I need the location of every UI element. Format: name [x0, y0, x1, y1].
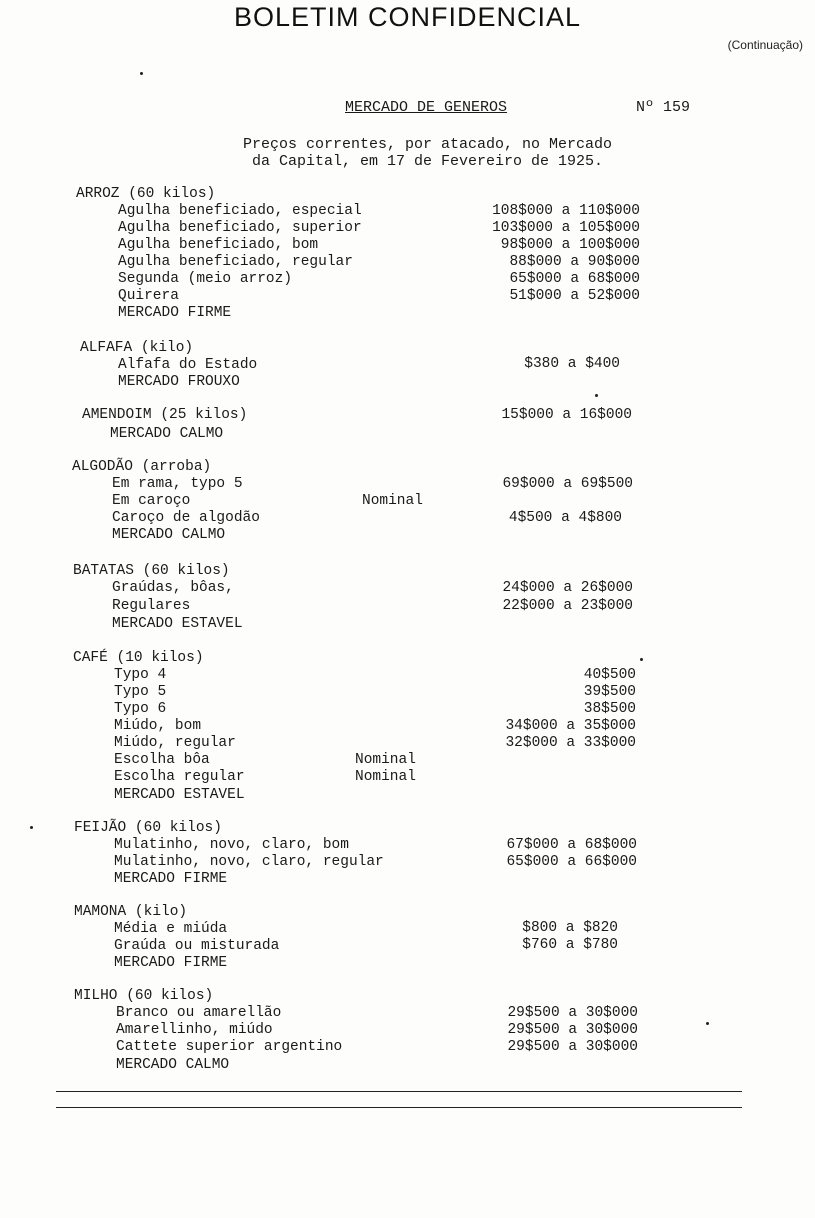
item-price: 65$000 a 66$000: [506, 854, 637, 870]
bulletin-title: BOLETIM CONFIDENCIAL: [233, 2, 582, 32]
heading-price: 15$000 a 16$000: [501, 407, 632, 423]
market-status: MERCADO CALMO: [112, 527, 226, 543]
divider-rule: [56, 1091, 742, 1092]
item-name: Escolha bôa: [114, 752, 210, 768]
item-price: 32$000 a 33$000: [505, 735, 636, 751]
intro-text: [150, 136, 705, 170]
item-name: Média e miúda: [114, 921, 228, 937]
item-price: 39$500: [583, 684, 636, 700]
item-name: Typo 6: [114, 701, 167, 717]
nominal-label: Nominal: [355, 752, 416, 768]
item-price: 51$000 a 52$000: [509, 288, 640, 304]
item-price: 40$500: [583, 667, 636, 683]
item-name: Agulha beneficiado, especial: [118, 203, 362, 219]
item-price: 67$000 a 68$000: [506, 837, 637, 853]
item-name: Segunda (meio arroz): [118, 271, 293, 287]
item-price: $800 a $820: [522, 920, 618, 936]
section-heading: BATATAS (60 kilos): [73, 563, 230, 579]
item-name: Agulha beneficiado, superior: [118, 220, 362, 236]
ink-speck: [595, 394, 598, 397]
ink-speck: [640, 658, 643, 661]
item-name: Amarellinho, miúdo: [116, 1022, 273, 1038]
item-name: Typo 5: [114, 684, 167, 700]
continuation-label: (Continuação): [727, 38, 803, 52]
divider-rule: [56, 1107, 742, 1108]
section-heading: FEIJÃO (60 kilos): [74, 820, 222, 836]
market-status: MERCADO CALMO: [116, 1057, 230, 1073]
item-price: 38$500: [583, 701, 636, 717]
intro-line-2: da Capital, em 17 de Fevereiro de 1925.: [251, 153, 604, 170]
item-name: Graúdas, bôas,: [112, 580, 234, 596]
item-price: 88$000 a 90$000: [509, 254, 640, 270]
item-price: 34$000 a 35$000: [505, 718, 636, 734]
item-price: 103$000 a 105$000: [492, 220, 640, 236]
market-status: MERCADO FIRME: [114, 871, 228, 887]
ink-speck: [706, 1022, 709, 1025]
item-name: Quirera: [118, 288, 179, 304]
market-status: MERCADO ESTAVEL: [114, 787, 245, 803]
section-heading: ALFAFA (kilo): [80, 340, 194, 356]
item-name: Mulatinho, novo, claro, bom: [114, 837, 349, 853]
market-status: MERCADO ESTAVEL: [112, 616, 243, 632]
item-name: Em rama, typo 5: [112, 476, 243, 492]
item-name: Em caroço: [112, 493, 191, 509]
item-name: Branco ou amarellão: [116, 1005, 282, 1021]
item-price: 65$000 a 68$000: [509, 271, 640, 287]
item-name: Agulha beneficiado, regular: [118, 254, 353, 270]
nominal-label: Nominal: [362, 493, 423, 509]
item-price: 69$000 a 69$500: [502, 476, 633, 492]
item-name: Agulha beneficiado, bom: [118, 237, 319, 253]
nominal-label: Nominal: [355, 769, 416, 785]
item-name: Graúda ou misturada: [114, 938, 280, 954]
item-price: $380 a $400: [524, 356, 620, 372]
item-name: Escolha regular: [114, 769, 245, 785]
ink-speck: [30, 826, 33, 829]
section-heading: CAFÉ (10 kilos): [73, 650, 204, 666]
item-price: 98$000 a 100$000: [500, 237, 640, 253]
intro-line-1: Preços correntes, por atacado, no Mercado: [242, 136, 613, 153]
item-name: Miúdo, bom: [114, 718, 202, 734]
item-name: Regulares: [112, 598, 191, 614]
section-heading: MILHO (60 kilos): [74, 988, 214, 1004]
item-price: 22$000 a 23$000: [502, 598, 633, 614]
market-status: MERCADO CALMO: [110, 426, 224, 442]
item-name: Miúdo, regular: [114, 735, 236, 751]
item-name: Cattete superior argentino: [116, 1039, 343, 1055]
item-name: Typo 4: [114, 667, 167, 683]
item-price: 29$500 a 30$000: [507, 1022, 638, 1038]
item-price: 108$000 a 110$000: [492, 203, 640, 219]
section-heading: ARROZ (60 kilos): [76, 186, 216, 202]
item-name: Mulatinho, novo, claro, regular: [114, 854, 384, 870]
section-heading: MAMONA (kilo): [74, 904, 188, 920]
item-price: 29$500 a 30$000: [507, 1039, 638, 1055]
item-price: 24$000 a 26$000: [502, 580, 633, 596]
market-status: MERCADO FIRME: [114, 955, 228, 971]
item-price: 4$500 a 4$800: [508, 510, 622, 526]
market-title: MERCADO DE GENEROS: [345, 99, 508, 116]
section-heading: AMENDOIM (25 kilos): [82, 407, 248, 423]
bulletin-number: Nº 159: [636, 99, 691, 116]
ink-speck: [140, 72, 143, 75]
item-name: Alfafa do Estado: [118, 357, 258, 373]
market-status: MERCADO FROUXO: [118, 374, 240, 390]
item-price: $760 a $780: [522, 937, 618, 953]
item-name: Caroço de algodão: [112, 510, 260, 526]
market-status: MERCADO FIRME: [118, 305, 232, 321]
section-heading: ALGODÃO (arroba): [72, 459, 212, 475]
item-price: 29$500 a 30$000: [507, 1005, 638, 1021]
